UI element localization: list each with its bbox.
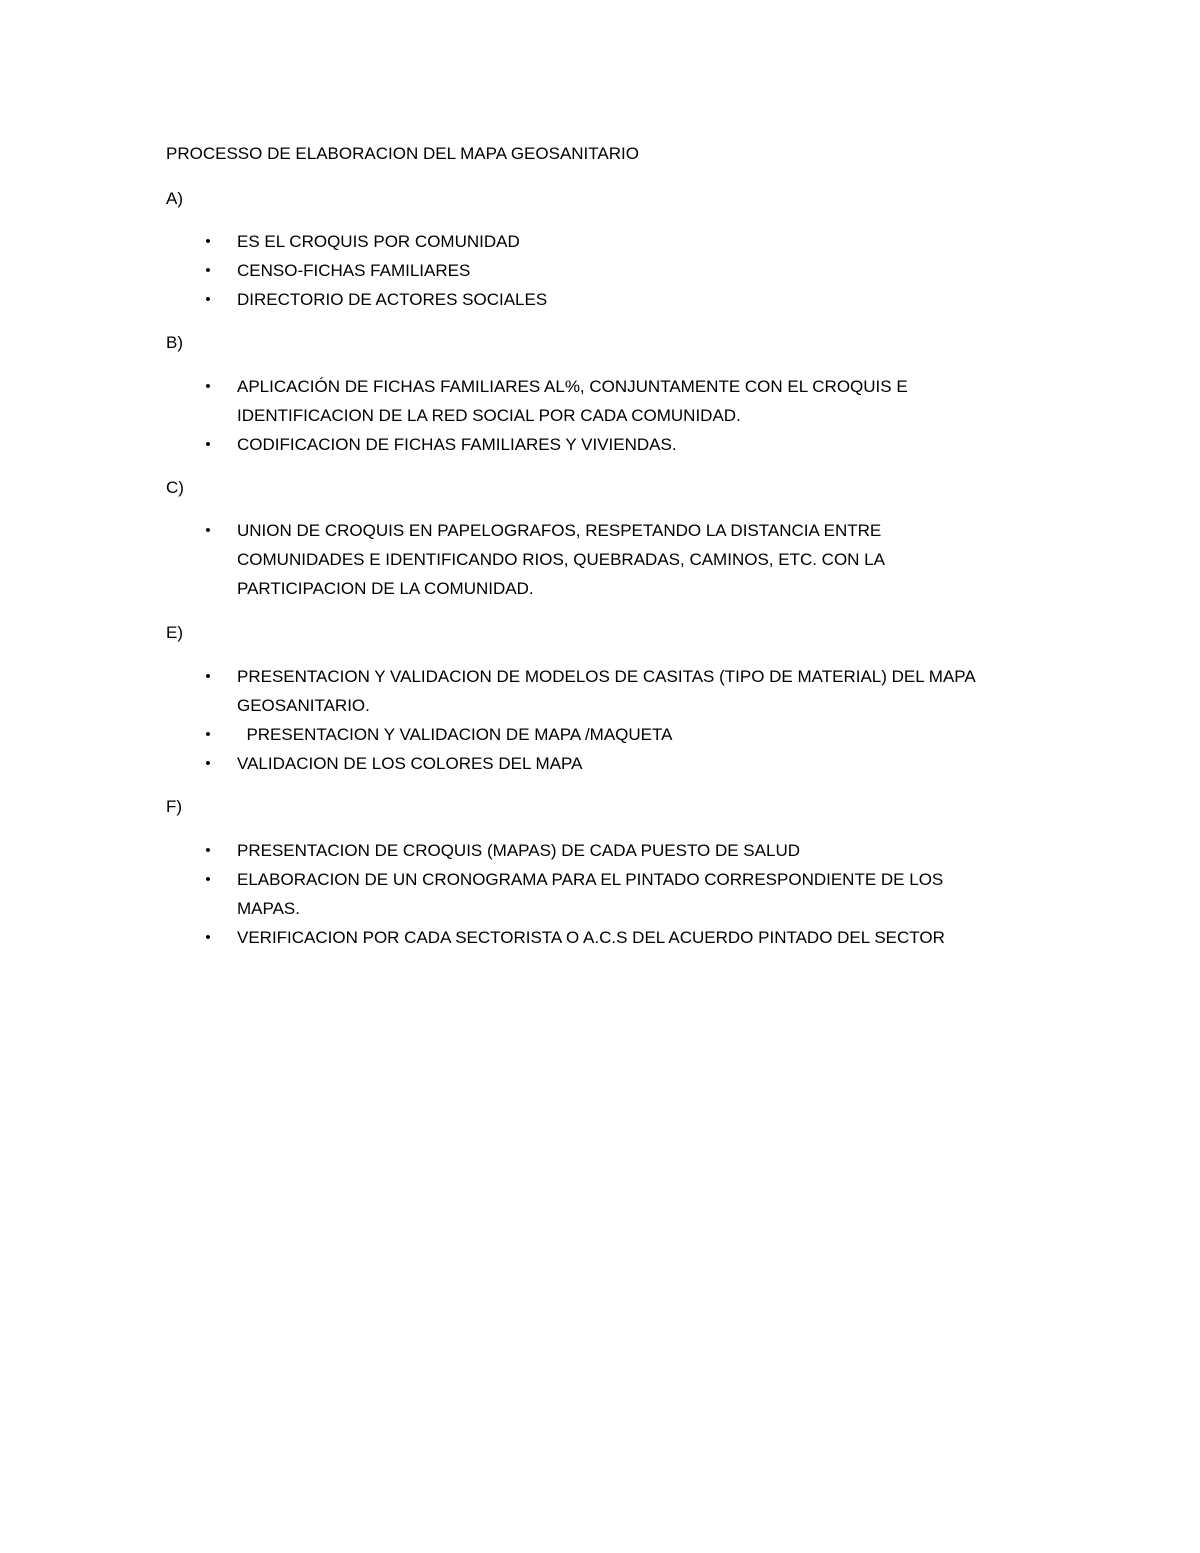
section-label-b: B) xyxy=(166,333,183,352)
list-item xyxy=(0,749,997,778)
bullet-icon: • xyxy=(205,929,211,946)
list-item xyxy=(0,923,997,952)
list-item xyxy=(0,865,997,923)
bullet-icon: • xyxy=(205,291,211,308)
list-item xyxy=(0,516,997,603)
list-item-text: CENSO-FICHAS FAMILIARES xyxy=(237,261,471,280)
bullet-icon: • xyxy=(205,842,211,859)
section-label-a: A) xyxy=(166,189,183,208)
section-label-e: E) xyxy=(166,623,183,642)
bullet-icon: • xyxy=(205,668,211,685)
list-item-text: PRESENTACION Y VALIDACION DE MAPA /MAQUETA xyxy=(237,725,673,744)
bullet-icon: • xyxy=(205,233,211,250)
bullet-icon: • xyxy=(205,436,211,453)
list-item-text: VALIDACION DE LOS COLORES DEL MAPA xyxy=(237,754,583,773)
section-a-list xyxy=(0,227,1200,314)
list-item xyxy=(0,662,997,720)
list-item xyxy=(0,836,997,865)
list-item xyxy=(0,227,997,256)
bullet-icon: • xyxy=(205,726,211,743)
section-b-list xyxy=(0,372,1200,459)
list-item-text: ES EL CROQUIS POR COMUNIDAD xyxy=(237,232,520,251)
list-item xyxy=(0,430,997,459)
list-item-text: DIRECTORIO DE ACTORES SOCIALES xyxy=(237,290,548,309)
bullet-icon: • xyxy=(205,755,211,772)
list-item-text: CODIFICACION DE FICHAS FAMILIARES Y VIVIENDAS. xyxy=(237,435,677,454)
bullet-icon: • xyxy=(205,378,211,395)
bullet-icon: • xyxy=(205,522,211,539)
document-title: PROCESSO DE ELABORACION DEL MAPA GEOSANITARIO xyxy=(166,144,639,163)
section-label-c: C) xyxy=(166,478,184,497)
bullet-icon: • xyxy=(205,871,211,888)
section-e-list xyxy=(0,662,1200,778)
list-item-text: VERIFICACION POR CADA SECTORISTA O A.C.S DEL ACUERDO PINTADO DEL SECTOR xyxy=(237,928,945,947)
list-item xyxy=(0,372,997,430)
list-item-text: ELABORACION DE UN CRONOGRAMA PARA EL PINTADO CORRESPONDIENTE DE LOS MAPAS. xyxy=(237,870,944,918)
list-item xyxy=(0,285,997,314)
bullet-icon: • xyxy=(205,262,211,279)
list-item-text: PRESENTACION Y VALIDACION DE MODELOS DE CASITAS (TIPO DE MATERIAL) DEL MAPA GEOSANITARIO. xyxy=(237,667,975,715)
list-item-text: UNION DE CROQUIS EN PAPELOGRAFOS, RESPETANDO LA DISTANCIA ENTRE COMUNIDADES E IDENTIFICANDO RIOS, QUEBRADAS, CAMINOS, ETC. CON LA PARTICIPACION DE LA COMUNIDAD. xyxy=(237,521,885,598)
list-item-text: PRESENTACION DE CROQUIS (MAPAS) DE CADA PUESTO DE SALUD xyxy=(237,841,800,860)
section-f-list xyxy=(0,836,1200,952)
section-label-f: F) xyxy=(166,797,183,816)
list-item-text: APLICACIÓN DE FICHAS FAMILIARES AL%, CONJUNTAMENTE CON EL CROQUIS E IDENTIFICACION DE LA RED SOCIAL POR CADA COMUNIDAD. xyxy=(237,377,908,425)
section-c-list xyxy=(0,516,1200,603)
list-item xyxy=(0,720,997,749)
list-item xyxy=(0,256,997,285)
